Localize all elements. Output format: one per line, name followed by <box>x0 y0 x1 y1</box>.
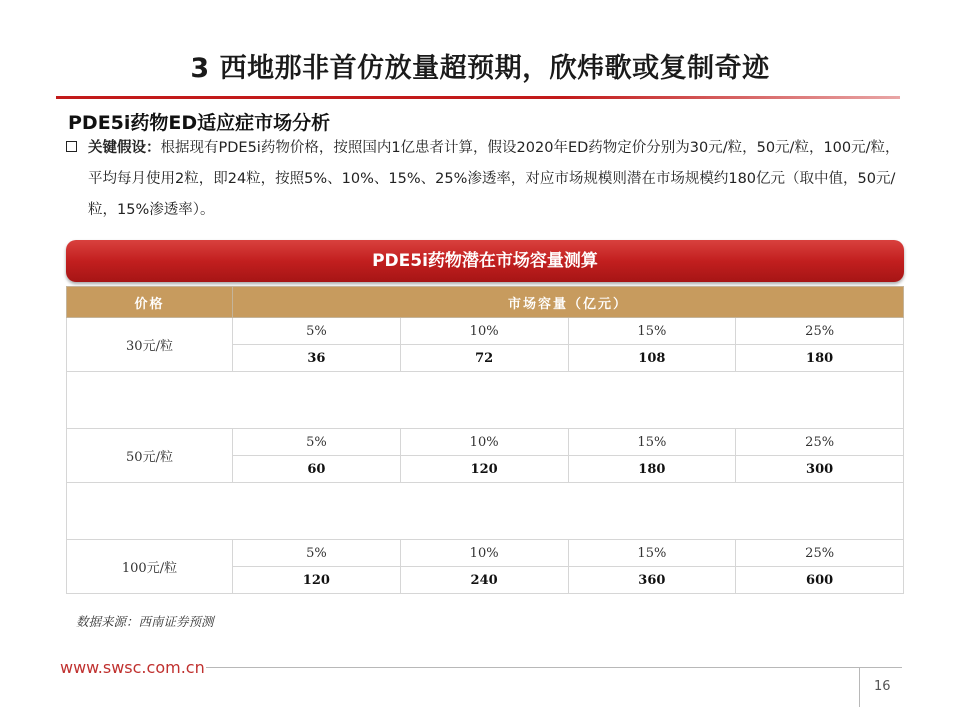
value-cell: 36 <box>233 345 401 372</box>
rate-cell: 5% <box>233 318 401 345</box>
rate-cell: 10% <box>400 540 568 567</box>
value-cell: 108 <box>568 345 736 372</box>
value-cell: 180 <box>736 345 904 372</box>
spacer-cell <box>67 483 904 540</box>
footer-page-divider <box>859 667 860 707</box>
price-cell: 30元/粒 <box>67 318 233 372</box>
spacer-cell <box>67 372 904 429</box>
page-number: 16 <box>874 679 891 694</box>
rate-cell: 10% <box>400 318 568 345</box>
value-cell: 120 <box>400 456 568 483</box>
table-spacer-row <box>67 372 904 429</box>
assumption-key-label: 关键假设： <box>88 140 161 156</box>
rate-cell: 5% <box>233 540 401 567</box>
rate-cell: 15% <box>568 540 736 567</box>
value-cell: 240 <box>400 567 568 594</box>
market-size-table <box>66 286 904 594</box>
value-cell: 300 <box>736 456 904 483</box>
assumption-paragraph <box>88 133 903 226</box>
value-cell: 180 <box>568 456 736 483</box>
price-cell: 50元/粒 <box>67 429 233 483</box>
table-header-row <box>67 287 904 318</box>
table-spacer-row <box>67 483 904 540</box>
rate-cell: 25% <box>736 318 904 345</box>
price-cell: 100元/粒 <box>67 540 233 594</box>
rate-cell: 25% <box>736 429 904 456</box>
value-cell: 360 <box>568 567 736 594</box>
header-price: 价格 <box>67 287 233 318</box>
bullet-square-icon <box>66 141 77 152</box>
data-source-note: 数据来源：西南证券预测 <box>76 614 214 629</box>
table-row <box>67 429 904 456</box>
footer-website-link[interactable]: www.swsc.com.cn <box>60 658 205 677</box>
value-cell: 60 <box>233 456 401 483</box>
rate-cell: 15% <box>568 429 736 456</box>
assumption-text: 根据现有PDE5i药物价格，按照国内1亿患者计算，假设2020年ED药物定价分别为30元/粒，50元/粒，100元/粒，平均每月使用2粒，即24粒，按照5%、10%、15%、25%渗透率，对应市场规模则潜在市场规模约180亿元（取中值，50元/粒，15%渗透率）。 <box>88 140 900 218</box>
value-cell: 120 <box>233 567 401 594</box>
section-subtitle: PDE5i药物ED适应症市场分析 <box>68 112 331 134</box>
value-cell: 72 <box>400 345 568 372</box>
table-row <box>67 318 904 345</box>
table-banner: PDE5i药物潜在市场容量测算 <box>66 240 904 282</box>
rate-cell: 15% <box>568 318 736 345</box>
rate-cell: 5% <box>233 429 401 456</box>
table-row <box>67 540 904 567</box>
rate-cell: 25% <box>736 540 904 567</box>
slide-title: 3 西地那非首仿放量超预期，欣炜歌或复制奇迹 <box>190 53 770 84</box>
header-market-size: 市场容量（亿元） <box>233 287 904 318</box>
rate-cell: 10% <box>400 429 568 456</box>
value-cell: 600 <box>736 567 904 594</box>
title-rule <box>56 96 900 99</box>
footer-divider <box>206 667 902 668</box>
